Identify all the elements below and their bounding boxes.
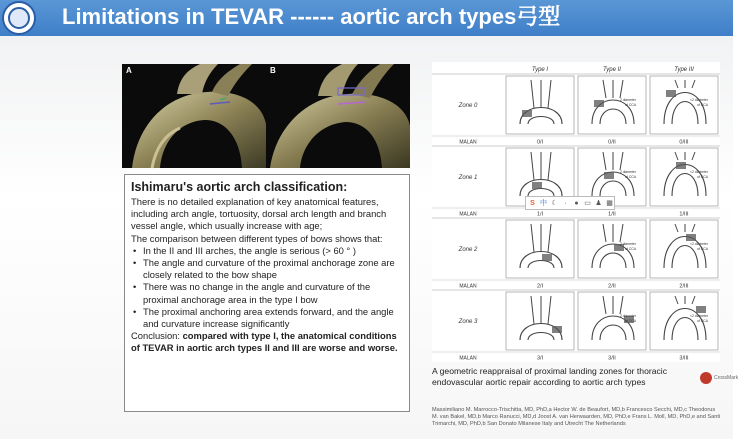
ct-label-b: B [270, 66, 276, 75]
cca-annotation: of CCA [697, 103, 708, 107]
column-header: Type I [531, 67, 549, 73]
keyboard-icon[interactable]: ▭ [584, 199, 591, 207]
branch-vessel [620, 152, 623, 170]
aortic-arch-line [528, 117, 554, 125]
figure-authors: Massimiliano M. Marrocco-Trischitta, MD, PhD,a Hector W. de Beaufort, MD,b Francesco Secchi, MD,c Theodorus M. van Bakel, MD,b Marco Ranucci, MD,d Joost A. van Herwaarden, MD, PhD,e Frans L. Moll, MD, PhD,e and Santi Trimarchi, MD, PhD,b San Donato Milanese Italy and Utrecht The Netherlands [432, 407, 721, 428]
branch-vessel [692, 80, 695, 88]
branch-vessel [531, 80, 534, 108]
landing-zone-mark [542, 254, 552, 261]
cca-annotation: 2 diameter [619, 314, 636, 318]
bullet-item: • The proximal anchoring area extends forward, and the angle and curvature increase significantly [131, 306, 404, 330]
landing-zone-mark [696, 306, 706, 313]
aortic-arch-line [528, 261, 554, 269]
classification-intro: There is no detailed explanation of key anatomical features, including arch angle, tortuosity, dorsal arch length and branch vessel angle, which usually increase with age; [131, 196, 387, 232]
aortic-arch-line [600, 181, 626, 196]
aortic-arch-line [672, 246, 698, 269]
classification-textbox [124, 174, 410, 412]
slide-header [0, 0, 733, 36]
slide-title: Limitations in TEVAR ------ aortic arch types弓型 [62, 4, 561, 29]
malan-value: 0/I [536, 139, 544, 146]
landing-zone-mark [522, 110, 532, 117]
branch-vessel [531, 296, 534, 324]
ct-image-panel [122, 64, 410, 168]
branch-vessel [675, 224, 678, 232]
branch-vessel [548, 80, 551, 108]
malan-value: 3/III [679, 355, 689, 362]
malan-value: 0/III [679, 139, 689, 146]
dot-icon[interactable]: · [564, 199, 567, 207]
bullet-item: • The angle and curvature of the proximal anchorage zone are closely related to the bow shape [131, 257, 404, 281]
bullet-item: • In the II and III arches, the angle is serious (> 60 ° ) [131, 245, 404, 257]
zone-label: Zone 3 [458, 319, 478, 325]
branch-vessel [548, 296, 551, 324]
zone-label: Zone 0 [458, 103, 478, 109]
arch-cell [506, 292, 574, 350]
malan-label: MALAN [459, 211, 477, 218]
aortic-arch-line [600, 325, 626, 340]
landing-zone-mark [594, 100, 604, 107]
zone-type-figure [432, 62, 720, 362]
aortic-arch-line [528, 189, 554, 197]
malan-value: 2/II [608, 283, 616, 290]
aorta-render-a [122, 64, 266, 168]
malan-value: 3/II [608, 355, 616, 362]
aorta-render-b [266, 64, 410, 168]
cca-annotation: <2 diameter [690, 242, 708, 246]
zone-label: Zone 1 [458, 175, 478, 181]
zone-type-grid [432, 62, 720, 362]
cca-annotation: 2 diameter [619, 98, 636, 102]
mic-icon[interactable]: ● [574, 199, 579, 207]
cca-annotation: of CCA [625, 175, 636, 179]
landing-zone-mark [666, 90, 676, 97]
malan-value: 2/I [536, 283, 544, 290]
cca-annotation: of CCA [625, 319, 636, 323]
branch-vessel [603, 152, 606, 170]
cca-annotation: of CCA [625, 247, 636, 251]
branch-vessel [692, 224, 695, 232]
cca-annotation: <2 diameter [690, 170, 708, 174]
cca-annotation: of CCA [697, 319, 708, 323]
classification-conclusion [131, 330, 404, 354]
malan-value: 1/I [536, 211, 544, 218]
cca-annotation: 2 diameter [619, 242, 636, 246]
landing-zone-mark [676, 162, 686, 169]
malan-label: MALAN [459, 355, 477, 362]
cca-annotation: of CCA [697, 247, 708, 251]
branch-vessel [603, 80, 606, 98]
column-header: Type III [674, 67, 694, 73]
conclusion-text: compared with type I, the anatomical conditions of TEVAR in aortic arch types II and III are worse and worse. [131, 330, 398, 354]
cca-annotation: 2 diameter [619, 170, 636, 174]
branch-vessel [692, 296, 695, 304]
branch-vessel [531, 224, 534, 252]
branch-vessel [675, 80, 678, 88]
column-header: Type II [603, 67, 621, 73]
ct-image-a [122, 64, 266, 168]
aortic-arch-line [672, 174, 698, 197]
crossmark-label: CrossMark [714, 375, 738, 381]
aortic-arch-line [528, 333, 554, 341]
malan-value: 0/II [608, 139, 616, 146]
branch-vessel [620, 80, 623, 98]
figure-caption: A geometric reappraisal of proximal landing zones for thoracic endovascular aortic repair according to aortic arch types [432, 366, 668, 387]
cca-annotation: <2 diameter [690, 314, 708, 318]
malan-value: 3/I [536, 355, 544, 362]
malan-label: MALAN [459, 283, 477, 290]
aortic-arch-line [672, 102, 698, 125]
branch-vessel [675, 152, 678, 160]
chinese-input-icon[interactable]: 中 [540, 199, 547, 207]
bullet-item: • There was no change in the angle and curvature of the proximal anchorage area in the type I bow [131, 281, 404, 305]
classification-bullets [131, 245, 404, 330]
classification-comparison: The comparison between different types of bows shows that: [131, 232, 383, 244]
cca-annotation: <2 diameter [690, 98, 708, 102]
sogou-icon[interactable]: S [530, 199, 535, 207]
ime-toolbar[interactable] [525, 196, 615, 210]
branch-vessel [620, 296, 623, 314]
branch-vessel [603, 296, 606, 314]
branch-vessel [603, 224, 606, 242]
cca-annotation: of CCA [625, 103, 636, 107]
aortic-arch-line [600, 253, 626, 268]
malan-label: MALAN [459, 139, 477, 146]
conclusion-label: Conclusion: [131, 330, 183, 342]
classification-title: Ishimaru's aortic arch classification: [131, 180, 348, 194]
malan-value: 1/II [608, 211, 616, 218]
branch-vessel [620, 224, 623, 242]
arch-cell [506, 220, 574, 278]
ct-label-a: A [126, 66, 132, 75]
arch-cell [506, 76, 574, 134]
ct-image-b [266, 64, 410, 168]
cca-annotation: of CCA [697, 175, 708, 179]
aortic-arch-line [520, 252, 562, 269]
crossmark-icon[interactable] [700, 372, 712, 384]
malan-value: 2/III [679, 283, 689, 290]
moon-icon[interactable]: ☾ [551, 199, 558, 207]
malan-value: 1/III [679, 211, 689, 218]
aortic-arch-line [600, 109, 626, 124]
zone-label: Zone 2 [458, 247, 478, 253]
branch-vessel [531, 152, 534, 180]
branch-vessel [675, 296, 678, 304]
shirt-icon[interactable]: ♟ [595, 199, 602, 207]
landing-zone-mark [552, 326, 562, 333]
landing-zone-mark [604, 172, 614, 179]
landing-zone-mark [686, 234, 696, 241]
branch-vessel [548, 224, 551, 252]
branch-vessel [692, 152, 695, 160]
branch-vessel [548, 152, 551, 180]
aortic-arch-line [672, 318, 698, 341]
university-logo [2, 1, 36, 35]
grid-icon[interactable]: ▦ [606, 199, 613, 207]
landing-zone-mark [532, 182, 542, 189]
